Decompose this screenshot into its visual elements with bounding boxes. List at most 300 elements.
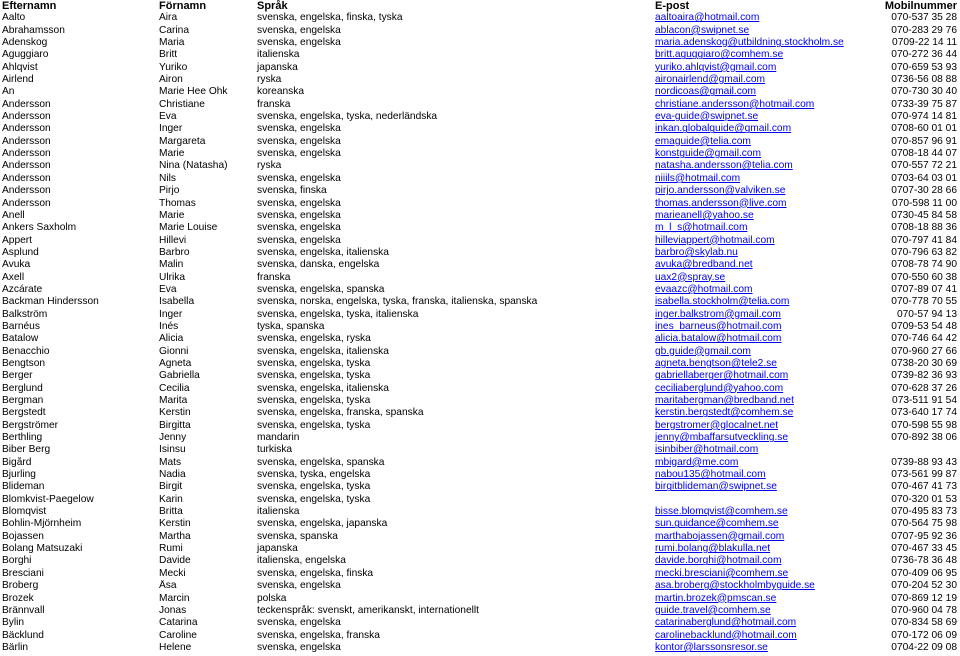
lastname-cell: Bergströmer (2, 419, 59, 431)
language-cell: svenska, engelska (257, 222, 341, 234)
email-cell (653, 543, 864, 555)
language-cell: svenska, engelska, italienska (257, 246, 389, 258)
email-cell (653, 284, 864, 296)
table-row (0, 136, 960, 148)
firstname-cell: Rumi (159, 543, 183, 555)
email-cell (653, 395, 864, 407)
table-row (0, 481, 960, 493)
email-link[interactable]: birgitblideman@swipnet.se (655, 481, 777, 493)
lastname-cell: Brännvall (2, 604, 45, 616)
table-row (0, 62, 960, 74)
firstname-cell: Åsa (159, 580, 177, 592)
email-link[interactable]: gb.guide@gmail.com (655, 345, 751, 357)
mobile-cell: 070-659 53 93 (891, 61, 957, 73)
email-cell (653, 136, 864, 148)
lastname-cell: Blomkvist-Paegelow (2, 493, 94, 505)
lastname-cell: Bjurling (2, 469, 36, 481)
table-row (0, 346, 960, 358)
table-row (0, 407, 960, 419)
mobile-cell: 0739-82 36 93 (891, 370, 957, 382)
email-cell (653, 222, 864, 234)
email-link[interactable]: isinbiber@hotmail.com (655, 444, 759, 456)
table-row (0, 370, 960, 382)
email-link[interactable]: sun.guidance@comhem.se (655, 518, 779, 530)
table-row (0, 580, 960, 592)
mobile-cell: 070-557 72 21 (891, 160, 957, 172)
table-row (0, 198, 960, 210)
firstname-cell: Ulrika (159, 271, 186, 283)
lastname-cell: Abrahamsson (2, 24, 65, 36)
language-cell: koreanska (257, 86, 305, 98)
email-cell (653, 247, 864, 259)
mobile-cell: 070-778 70 55 (891, 296, 957, 308)
table-row (0, 49, 960, 61)
email-cell (653, 123, 864, 135)
email-cell (653, 457, 864, 469)
lastname-cell: Andersson (2, 148, 51, 160)
lastname-cell: Bärlin (2, 641, 29, 653)
language-cell: svenska, engelska, finska (257, 567, 374, 579)
firstname-cell: Christiane (159, 98, 205, 110)
email-link[interactable]: asa.broberg@stockholmbyguide.se (655, 580, 815, 592)
lastname-cell: Ankers Saxholm (2, 222, 77, 234)
email-cell (653, 481, 864, 493)
firstname-cell: Birgit (159, 481, 183, 493)
table-row (0, 605, 960, 617)
language-cell: franska (257, 271, 291, 283)
firstname-cell: Marie Louise (159, 222, 218, 234)
mobile-cell: 070-960 04 78 (891, 604, 957, 616)
mobile-cell: 0709-53 54 48 (891, 320, 957, 332)
language-cell: turkiska (257, 444, 293, 456)
table-row (0, 506, 960, 518)
email-link[interactable]: bergstromer@glocalnet.net (655, 419, 779, 431)
table-row (0, 358, 960, 370)
firstname-cell: Martha (159, 530, 191, 542)
language-cell: ryska (257, 74, 282, 86)
firstname-cell: Kerstin (159, 518, 191, 530)
firstname-cell: Airon (159, 74, 183, 86)
email-cell (653, 37, 864, 49)
email-link[interactable]: kontor@larssonsresor.se (655, 641, 768, 653)
firstname-cell: Nadia (159, 469, 186, 481)
email-cell (653, 86, 864, 98)
language-cell: svenska, norska, engelska, tyska, franska, italienska, spanska (257, 296, 538, 308)
lastname-cell: Avuka (2, 259, 31, 271)
mobile-cell: 0736-56 08 88 (891, 74, 957, 86)
lastname-cell: Andersson (2, 123, 51, 135)
email-cell (653, 25, 864, 37)
lastname-cell: Andersson (2, 160, 51, 172)
email-link[interactable]: maritabergman@bredband.net (655, 395, 794, 406)
firstname-cell: Margareta (159, 135, 206, 147)
firstname-cell: Aira (159, 12, 178, 24)
email-cell (653, 74, 864, 86)
mobile-cell: 070-869 12 19 (891, 592, 957, 604)
table-row (0, 321, 960, 333)
email-link[interactable]: mecki.bresciani@comhem.se (655, 567, 789, 579)
lastname-cell: Benacchio (2, 345, 50, 357)
firstname-cell: Agneta (159, 357, 192, 369)
email-cell (653, 12, 864, 24)
language-cell: svenska, engelska (257, 172, 341, 184)
mobile-cell: 0708-18 88 36 (891, 222, 957, 234)
email-link[interactable]: emaguide@telia.com (655, 135, 751, 147)
language-cell: svenska, engelska, franska (257, 629, 380, 641)
email-link[interactable]: inger.balkstrom@gmail.com (655, 308, 781, 320)
mobile-cell: 0733-39 75 87 (891, 98, 957, 110)
firstname-cell: Marie (159, 209, 185, 221)
firstname-cell: Nina (Natasha) (159, 160, 228, 172)
email-cell (653, 642, 864, 654)
firstname-cell: Thomas (159, 197, 196, 209)
header-email: E-post (655, 0, 690, 12)
email-link[interactable]: natasha.andersson@telia.com (655, 160, 793, 172)
firstname-cell: Gabriella (159, 370, 200, 382)
email-link[interactable]: nordicoas@gmail.com (655, 86, 756, 98)
lastname-cell: Barnéus (2, 320, 40, 332)
email-cell (653, 370, 864, 382)
table-row (0, 74, 960, 86)
language-cell: svenska, tyska, engelska (257, 469, 371, 481)
language-cell: svenska, engelska (257, 123, 341, 135)
lastname-cell: Backman Hindersson (2, 296, 99, 308)
mobile-cell: 070-57 94 13 (896, 308, 957, 320)
mobile-cell: 070-730 30 40 (891, 86, 957, 98)
language-cell: svenska, engelska, tyska (257, 357, 371, 369)
email-link[interactable]: gabriellaberger@hotmail.com (655, 370, 789, 382)
mobile-cell: 070-204 52 30 (891, 580, 957, 592)
table-row (0, 617, 960, 629)
lastname-cell: Andersson (2, 172, 51, 184)
language-cell: svenska, engelska, ryska (257, 333, 371, 345)
mobile-cell: 070-467 33 45 (891, 543, 957, 555)
mobile-cell: 0707-89 07 41 (891, 283, 957, 295)
mobile-cell: 070-467 41 73 (891, 481, 957, 493)
lastname-cell: Bäcklund (2, 629, 44, 641)
language-cell: svenska, engelska, tyska, nederländska (257, 111, 438, 123)
firstname-cell: Jonas (159, 604, 187, 616)
email-link[interactable]: evaazc@hotmail.com (655, 283, 753, 295)
email-link[interactable]: kerstin.bergstedt@comhem.se (655, 407, 794, 419)
table-row (0, 173, 960, 185)
mobile-cell: 070-550 60 38 (891, 271, 957, 283)
email-link[interactable]: catarinaberglund@hotmail.com (655, 617, 797, 629)
table-row (0, 494, 960, 506)
lastname-cell: Aguggiaro (2, 49, 49, 61)
table-row (0, 296, 960, 308)
email-cell (653, 383, 864, 395)
firstname-cell: Caroline (159, 629, 197, 641)
email-cell (653, 605, 864, 617)
mobile-cell: 070-960 27 66 (891, 345, 957, 357)
language-cell: svenska, engelska, tyska (257, 419, 371, 431)
email-link[interactable]: ablacon@swipnet.se (655, 24, 750, 36)
email-link[interactable]: thomas.andersson@live.com (655, 197, 787, 209)
email-link[interactable]: eva-guide@swipnet.se (655, 111, 759, 123)
firstname-cell: Mecki (159, 567, 186, 579)
email-link[interactable]: agneta.bengtson@tele2.se (655, 357, 777, 369)
mobile-cell: 070-564 75 98 (891, 518, 957, 530)
table-row (0, 518, 960, 530)
header-row (0, 0, 960, 12)
lastname-cell: An (2, 86, 15, 98)
language-cell: teckenspråk: svenskt, amerikanskt, internationellt (257, 604, 479, 616)
lastname-cell: Blomqvist (2, 506, 47, 518)
lastname-cell: Bylin (2, 617, 25, 629)
table-row (0, 543, 960, 555)
lastname-cell: Bolang Matsuzaki (2, 543, 83, 555)
table-row (0, 86, 960, 98)
firstname-cell: Karin (159, 493, 183, 505)
language-cell: svenska, engelska, italienska (257, 382, 389, 394)
lastname-cell: Berger (2, 370, 33, 382)
language-cell: svenska, engelska (257, 37, 341, 49)
email-link[interactable]: aaltoaira@hotmail.com (655, 12, 760, 24)
mobile-cell: 073-640 17 74 (891, 407, 957, 419)
mobile-cell: 070-796 63 82 (891, 246, 957, 258)
lastname-cell: Biber Berg (2, 444, 51, 456)
language-cell: svenska, danska, engelska (257, 259, 380, 271)
email-link[interactable]: aironairlend@gmail.com (655, 74, 765, 86)
table-row (0, 99, 960, 111)
table-body (0, 12, 960, 654)
email-cell (653, 346, 864, 358)
mobile-cell: 070-598 55 98 (891, 419, 957, 431)
email-link[interactable]: davide.borghi@hotmail.com (655, 555, 782, 567)
lastname-cell: Brozek (2, 592, 34, 604)
email-link[interactable]: maria.adenskog@utbildning.stockholm.se (655, 37, 844, 49)
lastname-cell: Ahlqvist (2, 61, 38, 73)
mobile-cell: 070-974 14 81 (891, 111, 957, 123)
mobile-cell: 070-857 96 91 (891, 135, 957, 147)
email-link[interactable]: ines_barneus@hotmail.com (655, 320, 782, 332)
mobile-cell: 070-283 29 76 (891, 24, 957, 36)
mobile-cell (864, 444, 960, 456)
lastname-cell: Broberg (2, 580, 39, 592)
email-link[interactable]: isabella.stockholm@telia.com (655, 296, 790, 308)
lastname-cell: Borghi (2, 555, 32, 567)
email-link[interactable]: christiane.andersson@hotmail.com (655, 98, 815, 110)
firstname-cell: Helene (159, 641, 192, 653)
email-cell (653, 321, 864, 333)
lastname-cell: Aalto (2, 12, 26, 24)
firstname-cell: Mats (159, 456, 182, 468)
email-cell (653, 444, 864, 456)
table-row (0, 25, 960, 37)
lastname-cell: Bergman (2, 395, 44, 406)
lastname-cell: Andersson (2, 135, 51, 147)
language-cell: svenska, engelska, tyska, italienska (257, 308, 419, 320)
table-row (0, 37, 960, 49)
firstname-cell: Barbro (159, 246, 190, 258)
lastname-cell: Adenskog (2, 37, 48, 49)
firstname-cell: Maria (159, 37, 185, 49)
firstname-cell: Eva (159, 111, 177, 123)
lastname-cell: Balkström (2, 308, 48, 320)
header-language: Språk (257, 0, 288, 12)
mobile-cell: 070-834 58 69 (891, 617, 957, 629)
firstname-cell: Jenny (159, 432, 187, 444)
table-row (0, 630, 960, 642)
email-cell (653, 531, 864, 543)
email-cell (653, 407, 864, 419)
language-cell: italienska (257, 49, 300, 61)
table-row (0, 333, 960, 345)
email-cell (653, 62, 864, 74)
lastname-cell: Batalow (2, 333, 39, 345)
email-link[interactable]: niiils@hotmail.com (655, 172, 741, 184)
email-link[interactable]: yuriko.ahlqvist@gmail.com (655, 61, 777, 73)
lastname-cell: Axell (2, 271, 25, 283)
lastname-cell: Berglund (2, 382, 43, 394)
mobile-cell: 0738-20 30 69 (891, 357, 957, 369)
email-link[interactable]: marieanell@yahoo.se (655, 209, 754, 221)
email-link[interactable]: marthabojassen@gmail.com (655, 530, 785, 542)
email-cell (653, 272, 864, 284)
firstname-cell: Nils (159, 172, 176, 184)
email-link[interactable]: konstguide@gmail.com (655, 148, 762, 160)
firstname-cell: Isinsu (159, 444, 186, 456)
table-row (0, 210, 960, 222)
lastname-cell: Bojassen (2, 530, 44, 542)
lastname-cell: Andersson (2, 185, 51, 197)
table-row (0, 444, 960, 456)
mobile-cell: 0739-88 93 43 (891, 456, 957, 468)
email-link[interactable]: ceciliaberglund@yahoo.com (655, 382, 784, 394)
email-cell (653, 296, 864, 308)
email-link[interactable]: alicia.batalow@hotmail.com (655, 333, 782, 345)
firstname-cell: Inés (159, 320, 179, 332)
mobile-cell: 0708-18 44 07 (891, 148, 957, 160)
email-cell (653, 506, 864, 518)
language-cell: franska (257, 98, 291, 110)
language-cell: svenska, engelska (257, 617, 341, 629)
email-cell (653, 198, 864, 210)
table-row (0, 457, 960, 469)
email-cell (653, 111, 864, 123)
email-link[interactable]: m_l_s@hotmail.com (655, 222, 748, 234)
language-cell: italienska, engelska (257, 555, 346, 567)
email-link[interactable]: mbigard@me.com (655, 456, 739, 468)
email-cell (653, 420, 864, 432)
header-lastname: Efternamn (2, 0, 57, 12)
language-cell: svenska, spanska (257, 530, 338, 542)
email-link[interactable]: jenny@mbaffarsutveckling.se (655, 432, 789, 444)
firstname-cell: Isabella (159, 296, 195, 308)
email-link[interactable]: martin.brozek@pmscan.se (655, 592, 777, 604)
email-cell (653, 309, 864, 321)
email-link[interactable]: pirjo.andersson@valviken.se (655, 185, 786, 197)
table-row (0, 568, 960, 580)
table-row (0, 432, 960, 444)
email-link[interactable]: uax2@spray.se (655, 271, 726, 283)
firstname-cell: Alicia (159, 333, 184, 345)
mobile-cell: 070-537 35 28 (891, 12, 957, 24)
language-cell: svenska, engelska, tyska (257, 395, 371, 406)
mobile-cell: 070-797 41 84 (891, 234, 957, 246)
language-cell: svenska, engelska (257, 24, 341, 36)
email-link[interactable]: inkan.globalguide@gmail.com (655, 123, 792, 135)
table-row (0, 555, 960, 567)
lastname-cell: Anell (2, 209, 25, 221)
table-row (0, 642, 960, 654)
firstname-cell: Yuriko (159, 61, 188, 73)
mobile-cell: 070-628 37 26 (891, 382, 957, 394)
table-row (0, 12, 960, 24)
mobile-cell: 0703-64 03 01 (891, 172, 957, 184)
mobile-cell: 0708-60 01 01 (891, 123, 957, 135)
language-cell: svenska, engelska (257, 197, 341, 209)
firstname-cell: Birgitta (159, 419, 191, 431)
firstname-cell: Inger (159, 308, 183, 320)
email-link[interactable]: guide.travel@comhem.se (655, 604, 771, 616)
firstname-cell: Catarina (159, 617, 198, 629)
mobile-cell: 070-495 83 73 (891, 506, 957, 518)
email-cell (653, 173, 864, 185)
email-cell (653, 469, 864, 481)
email-cell (653, 630, 864, 642)
lastname-cell: Bengtson (2, 357, 46, 369)
mobile-cell: 070-746 64 42 (891, 333, 957, 345)
email-link[interactable]: bisse.blomqvist@comhem.se (655, 506, 788, 518)
mobile-cell: 070-892 38 06 (891, 432, 957, 444)
table-row (0, 531, 960, 543)
language-cell: svenska, engelska, italienska (257, 345, 389, 357)
firstname-cell: Cecilia (159, 382, 190, 394)
email-cell (653, 580, 864, 592)
email-cell (653, 49, 864, 61)
email-cell (653, 99, 864, 111)
language-cell: svenska, engelska, tyska (257, 481, 371, 493)
mobile-cell: 073-561 99 87 (891, 469, 957, 481)
email-link[interactable]: nabou135@hotmail.com (655, 469, 766, 481)
mobile-cell: 070-172 06 09 (891, 629, 957, 641)
email-cell (653, 259, 864, 271)
firstname-cell: Hillevi (159, 234, 187, 246)
lastname-cell: Bigård (2, 456, 32, 468)
table-row (0, 160, 960, 172)
email-cell (653, 494, 864, 506)
language-cell: svenska, engelska (257, 580, 341, 592)
language-cell: tyska, spanska (257, 320, 325, 332)
mobile-cell: 0708-78 74 90 (891, 259, 957, 271)
language-cell: ryska (257, 160, 282, 172)
mobile-cell: 070-320 01 53 (891, 493, 957, 505)
table-row (0, 383, 960, 395)
email-cell (653, 210, 864, 222)
language-cell: mandarin (257, 432, 300, 444)
email-link[interactable]: carolinebacklund@hotmail.com (655, 629, 797, 641)
email-cell (653, 593, 864, 605)
email-link[interactable]: britt.aguggiaro@comhem.se (655, 49, 784, 61)
email-link[interactable]: hilleviappert@hotmail.com (655, 234, 775, 246)
mobile-cell: 070-272 36 44 (891, 49, 957, 61)
email-cell (653, 235, 864, 247)
language-cell: svenska, finska (257, 185, 327, 197)
email-link[interactable]: avuka@bredband.net (655, 259, 753, 271)
table-row (0, 420, 960, 432)
table-row (0, 123, 960, 135)
language-cell: svenska, engelska, finska, tyska (257, 12, 403, 24)
lastname-cell: Asplund (2, 246, 39, 258)
table-row (0, 148, 960, 160)
email-link[interactable]: barbro@skylab.nu (655, 246, 738, 258)
mobile-cell: 0736-78 36 48 (891, 555, 957, 567)
email-link[interactable]: rumi.bolang@blakulla.net (655, 543, 771, 555)
lastname-cell: Appert (2, 234, 33, 246)
lastname-cell: Andersson (2, 197, 51, 209)
